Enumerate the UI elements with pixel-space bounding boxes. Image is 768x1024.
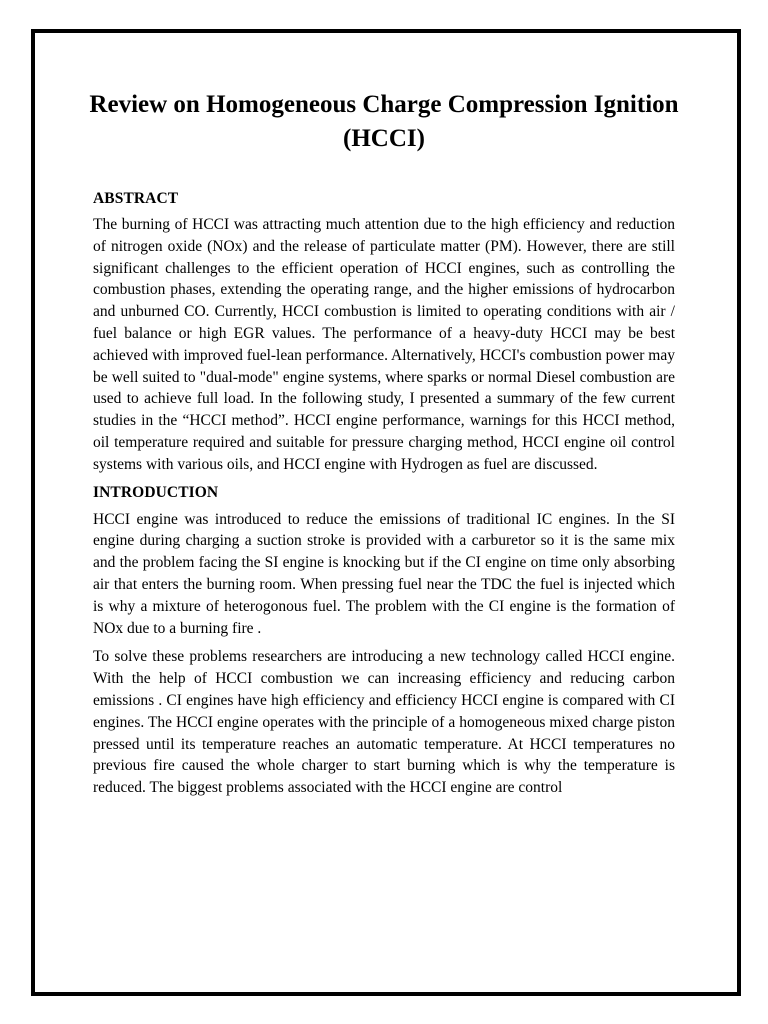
document-title: Review on Homogeneous Charge Compression Ignition (HCCI) — [89, 91, 679, 152]
abstract-paragraph: The burning of HCCI was attracting much attention due to the high efficiency and reduction of nitrogen oxide (NOx) and the release of particulate matter (PM). However, there are still significant challenges to the efficient operation of HCCI engines, such as controlling the combustion phases, extending the operating range, and the higher emissions of hydrocarbon and unburned CO. Currently, HCCI combustion is limited to operating conditions with air / fuel balance or high EGR values. The performance of a heavy-duty HCCI may be best achieved with improved fuel-lean performance. Alternatively, HCCI's combustion power may be well suited to "dual-mode" engine systems, where sparks or normal Diesel combustion are used to achieve full load. In the following study, I presented a summary of the few current studies in the “HCCI method”. HCCI engine performance, warnings for this HCCI method, oil temperature required and suitable for pressure charging method, HCCI engine oil control systems with various oils, and HCCI engine with Hydrogen as fuel are discussed. — [93, 216, 675, 473]
introduction-heading: INTRODUCTION — [93, 483, 219, 501]
introduction-paragraph-2: To solve these problems researchers are introducing a new technology called HCCI engine. With the help of HCCI combustion we can increasing efficiency and reducing carbon emissions . CI engines have high efficiency and efficiency HCCI engine is compared with CI engines. The HCCI engine operates with the principle of a homogeneous mixed charge piston pressed until its temperature reaches an automatic temperature. At HCCI temperatures no previous fire caused the whole charger to start burning which is why the temperature is reduced. The biggest problems associated with the HCCI engine are control — [93, 648, 675, 797]
document-body — [89, 88, 679, 799]
introduction-paragraph-1: HCCI engine was introduced to reduce the emissions of traditional IC engines. In the SI engine during charging a suction stroke is provided with a carburetor so it is the same mix and the problem facing the SI engine is knocking but if the CI engine on time only absorbing air that enters the burning room. When pressing fuel near the TDC the fuel is injected which is why a mixture of heterogonous fuel. The problem with the CI engine is the formation of NOx due to a burning fire . — [93, 510, 675, 637]
abstract-heading: ABSTRACT — [93, 190, 179, 207]
